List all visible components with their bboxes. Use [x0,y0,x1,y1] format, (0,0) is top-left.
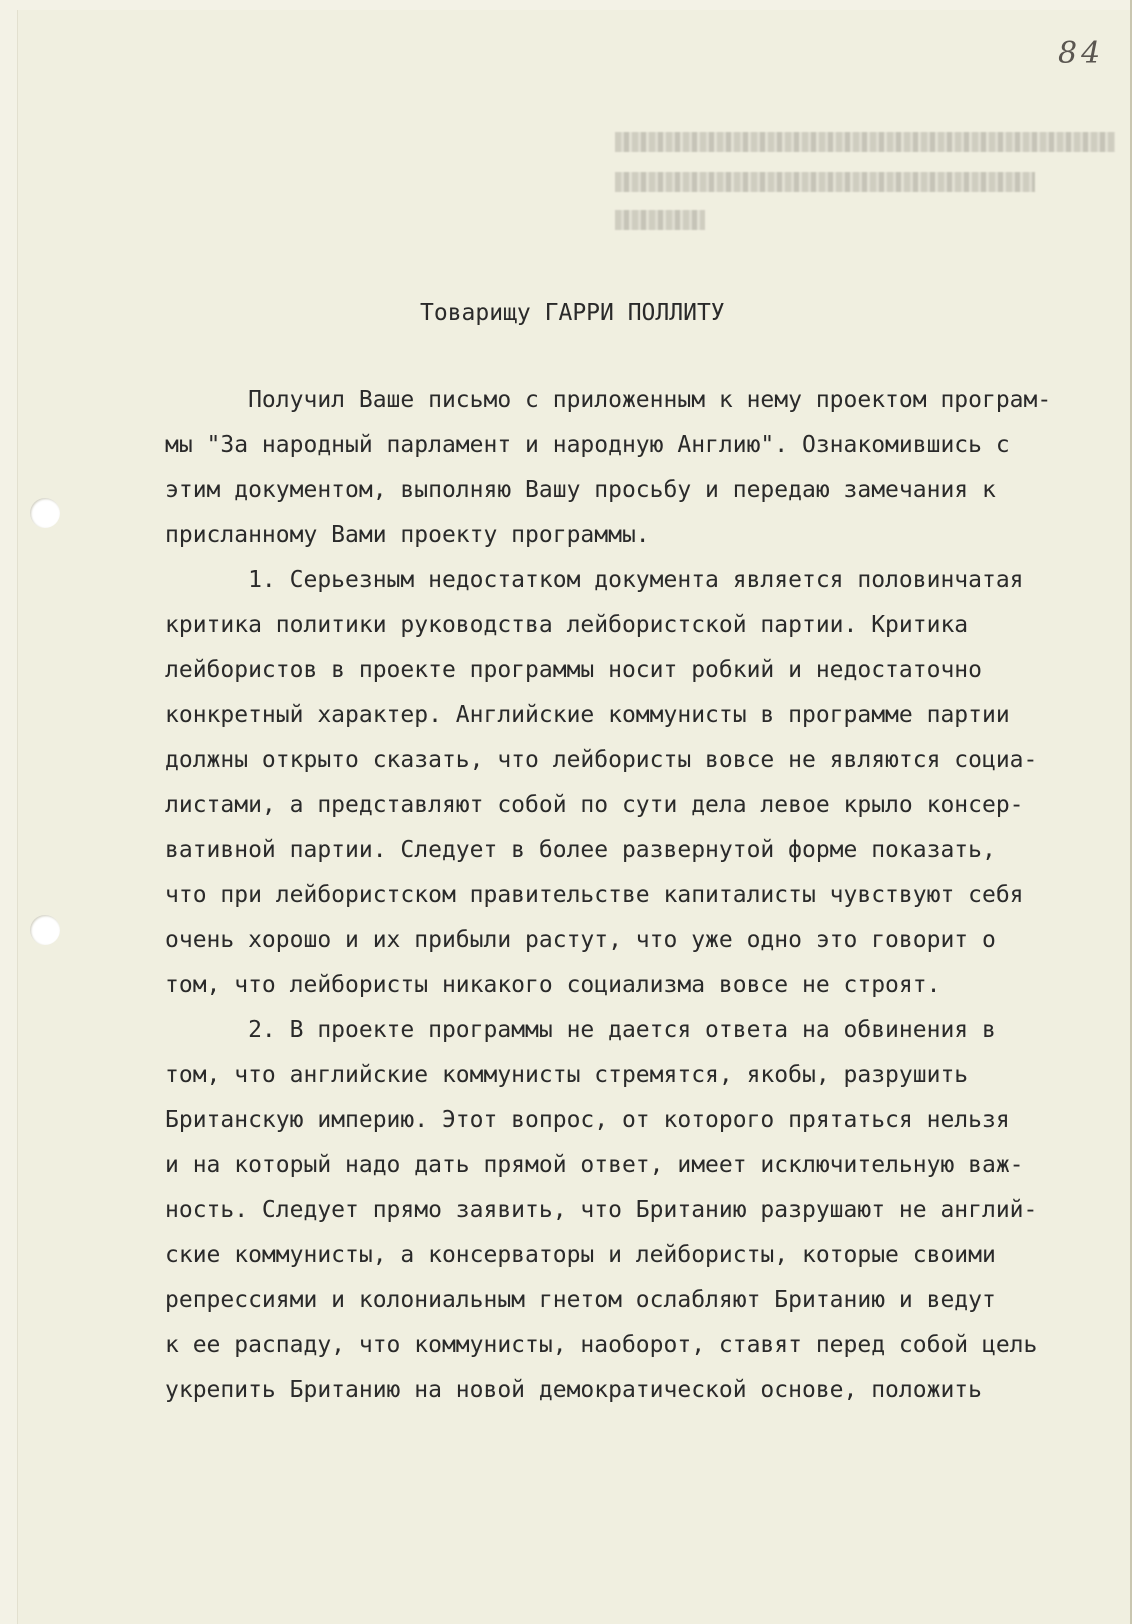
body-line: к ее распаду, что коммунисты, наоборот, ставят перед собой цель [165,1332,1038,1358]
body-line: вативной партии. Следует в более развернутой форме показать, [165,837,996,863]
body-line: должны открыто сказать, что лейбористы вовсе не являются социа- [165,747,1038,773]
body-line: очень хорошо и их прибыли растут, что уже одно это говорит о [165,927,996,953]
body-line: лейбористов в проекте программы носит робкий и недостаточно [165,657,982,683]
body-line: присланному Вами проекту программы. [165,522,650,548]
body-line: Британскую империю. Этот вопрос, от которого прятаться нельзя [165,1107,1010,1133]
body-line: том, что лейбористы никакого социализма вовсе не строят. [165,972,941,998]
body-line: мы "За народный парламент и народную Англию". Ознакомившись с [165,432,1010,458]
body-line: и на который надо дать прямой ответ, имеет исключительную важ- [165,1152,1024,1178]
letter-heading: Товарищу ГАРРИ ПОЛЛИТУ [420,300,725,326]
body-line: что при лейбористском правительстве капиталисты чувствуют себя [165,882,1024,908]
body-line: том, что английские коммунисты стремятся, якобы, разрушить [165,1062,969,1088]
punch-hole-bottom [30,915,60,945]
body-line: ность. Следует прямо заявить, что Британию разрушают не англий- [165,1197,1038,1223]
body-line: Получил Ваше письмо с приложенным к нему проектом програм- [165,387,1052,413]
body-line: листами, а представляют собой по сути дела левое крыло консер- [165,792,1024,818]
body-line: конкретный характер. Английские коммунисты в программе партии [165,702,1010,728]
punch-hole-top [30,498,60,528]
letter-body [165,0,1100,1403]
body-line: ские коммунисты, а консерваторы и лейбористы, которые своими [165,1242,996,1268]
body-line: критика политики руководства лейбористской партии. Критика [165,612,969,638]
body-line: репрессиями и колониальным гнетом ослабляют Британию и ведут [165,1287,996,1313]
page-number: 84 [1058,36,1105,71]
body-line: этим документом, выполняю Вашу просьбу и передаю замечания к [165,477,996,503]
body-line: 2. В проекте программы не дается ответа на обвинения в [165,1017,996,1043]
body-line: укрепить Британию на новой демократической основе, положить [165,1377,982,1403]
page-edge [1130,0,1146,1624]
body-line: 1. Серьезным недостатком документа является половинчатая [165,567,1024,593]
